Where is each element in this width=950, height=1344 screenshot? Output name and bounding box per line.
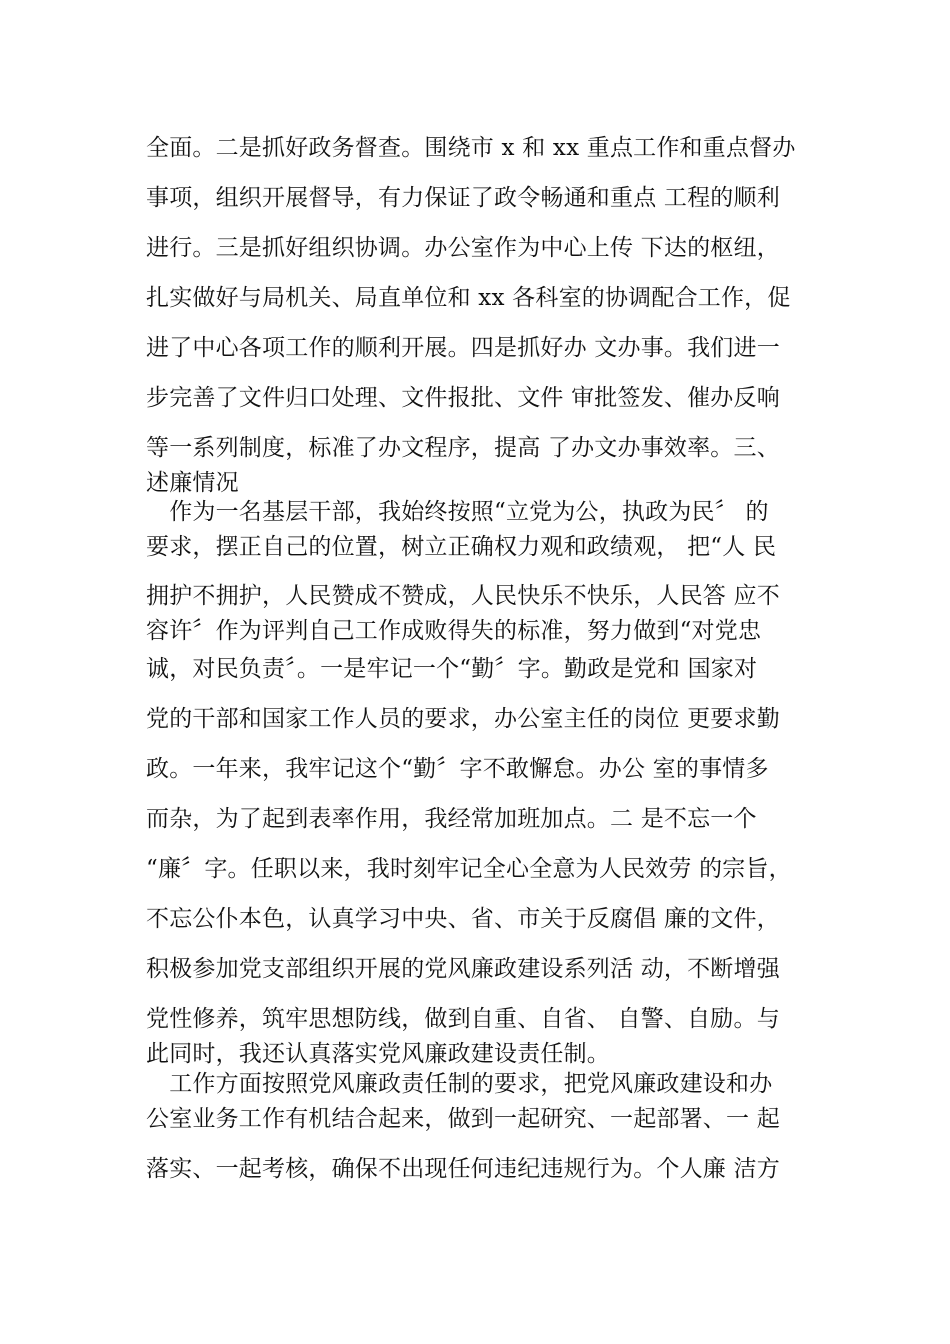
text-line: 扎实做好与局机关、局直单位和 xx 各科室的协调配合工作，促 xyxy=(146,285,791,311)
section-heading: 述廉情况 xyxy=(146,470,239,496)
text-line: 作为一名基层干部，我始终按照“立党为公，执政为民〞 的 xyxy=(146,499,769,525)
text-line: 拥护不拥护，人民赞成不赞成，人民快乐不快乐，人民答 应不 xyxy=(146,583,780,609)
text-line: 政。一年来，我牢记这个“勤〞字不敢懈怠。办公 室的事情多 xyxy=(146,756,769,782)
text-line: 进行。三是抓好组织协调。办公室作为中心上传 下达的枢纽， xyxy=(146,235,780,261)
text-line: 事项，组织开展督导，有力保证了政令畅通和重点 工程的顺利 xyxy=(146,185,780,211)
text-line: 积极参加党支部组织开展的党风廉政建设系列活 动，不断增强 xyxy=(146,956,780,982)
text-line: 容许〞作为评判自己工作成败得失的标准，努力做到“对党忠 xyxy=(146,618,762,644)
text-line: 党性修养，筑牢思想防线，做到自重、自省、 自警、自励。与 xyxy=(146,1006,780,1032)
text-line: 而杂，为了起到表率作用，我经常加班加点。二 是不忘一个 xyxy=(146,806,757,832)
text-line: 等一系列制度，标准了办文程序，提高 了办文办事效率。三、 xyxy=(146,435,780,461)
text-line: “廉〞字。任职以来，我时刻牢记全心全意为人民效劳 的宗旨， xyxy=(146,856,792,882)
text-line: 要求，摆正自己的位置，树立正确权力观和政绩观， 把“人 民 xyxy=(146,534,777,560)
text-line: 步完善了文件归口处理、文件报批、文件 审批签发、催办反响 xyxy=(146,385,780,411)
text-line: 党的干部和国家工作人员的要求，办公室主任的岗位 更要求勤 xyxy=(146,706,780,732)
text-line: 进了中心各项工作的顺利开展。四是抓好办 文办事。我们进一 xyxy=(146,335,780,361)
text-line: 诚，对民负责〞。一是牢记一个“勤〞字。勤政是党和 国家对 xyxy=(146,656,758,682)
text-line: 工作方面按照党风廉政责任制的要求，把党风廉政建设和办 xyxy=(146,1071,773,1097)
text-line: 不忘公仆本色，认真学习中央、省、市关于反腐倡 廉的文件， xyxy=(146,906,780,932)
text-line: 此同时，我还认真落实党风廉政建设责任制。 xyxy=(146,1041,610,1067)
text-line: 落实、一起考核，确保不出现任何违纪违规行为。个人廉 洁方 xyxy=(146,1156,780,1182)
text-line: 公室业务工作有机结合起来，做到一起研究、一起部署、一 起 xyxy=(146,1106,780,1132)
text-line: 全面。二是抓好政务督查。围绕市 x 和 xx 重点工作和重点督办 xyxy=(146,135,796,161)
